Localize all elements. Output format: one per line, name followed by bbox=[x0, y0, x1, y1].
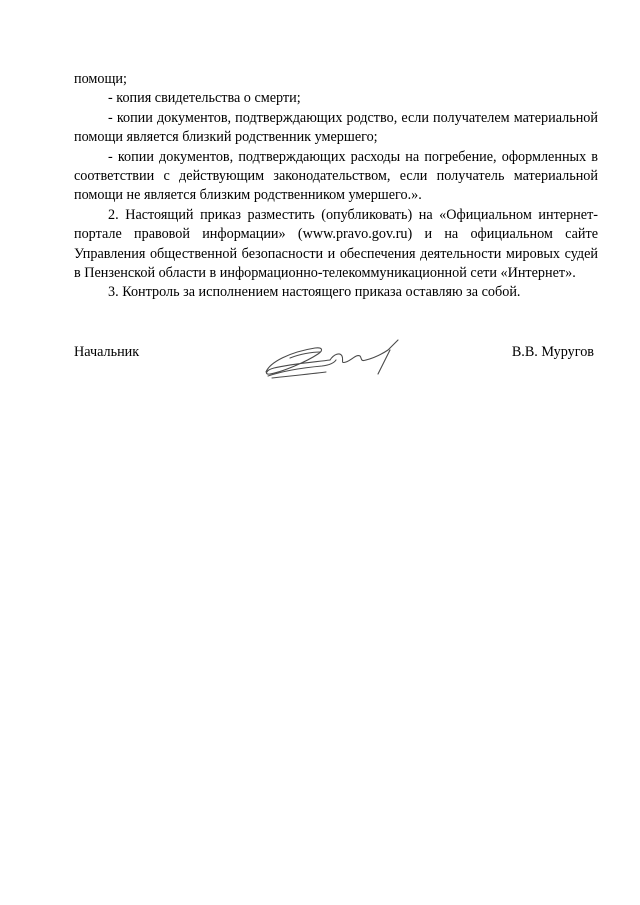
paragraph-control: 3. Контроль за исполнением настоящего приказа оставляю за собой. bbox=[108, 284, 521, 301]
paragraph-kinship-documents: - копии документов, подтверждающих родство, если получателем материальной помощи является близкий родственник умершего; bbox=[74, 109, 598, 146]
signatory-title: Начальник bbox=[74, 344, 140, 360]
handwritten-signature bbox=[260, 332, 420, 384]
paragraph-publication-order: 2. Настоящий приказ разместить (опубликовать) на «Официальном интернет-портале правовой информации» (www.pravo.gov.ru) и на официальном сайте Управления общественной безопасности и обеспечения деятельности мировых судей в Пензенской области в информационно-телекоммуникационной сети «Интернет». bbox=[74, 206, 598, 282]
signatory-name: В.В. Муругов bbox=[511, 344, 594, 360]
paragraph-death-certificate: - копия свидетельства о смерти; bbox=[108, 90, 301, 107]
signature-block bbox=[74, 344, 598, 384]
paragraph-funeral-expenses: - копии документов, подтверждающих расходы на погребение, оформленных в соответствии с действующим законодательством, если получатель материальной помощи не является близким родственником умершего.». bbox=[74, 148, 598, 204]
paragraph-continuation: помощи; bbox=[74, 71, 127, 87]
document-body bbox=[74, 70, 598, 303]
